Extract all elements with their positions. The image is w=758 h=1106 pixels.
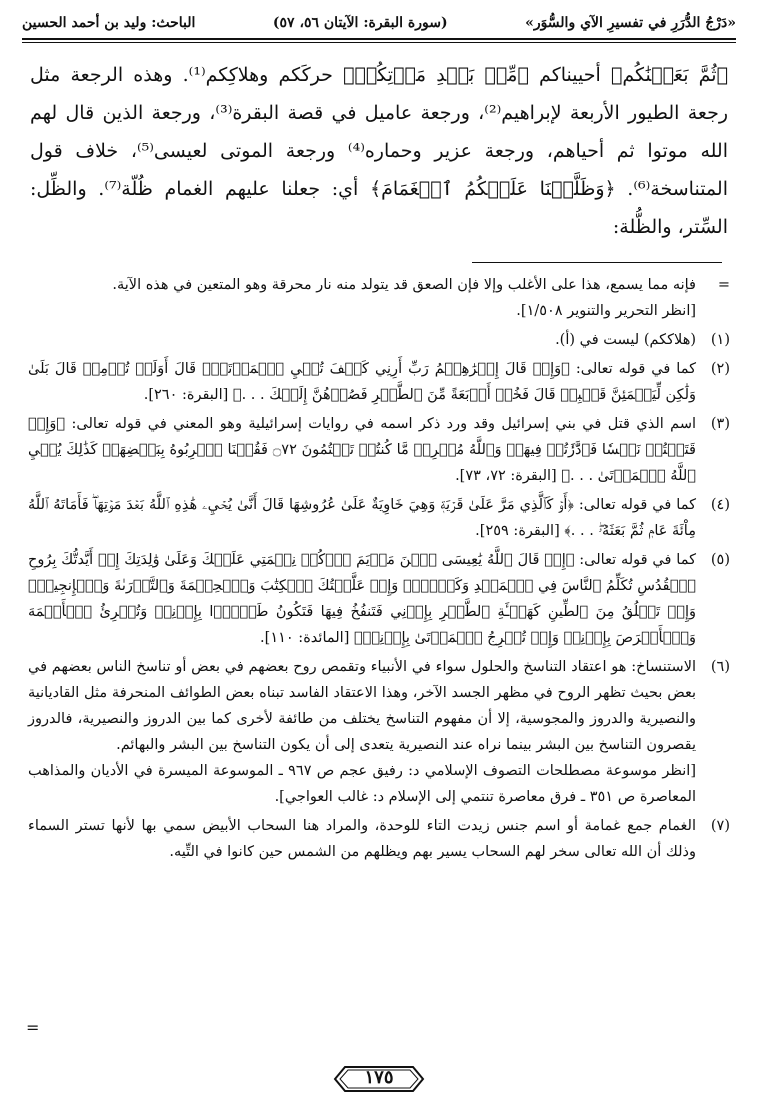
footnote-text: الاستنساخ: هو اعتقاد التناسخ والحلول سواء في الأنبياء وتقمص روح بعضهم في بعض أو تناسخ الناس بعضهم في بعض بحيث تظهر الروح في مظهر الجسد الآخر، وهذا الاعتقاد الفاسد تبناه بعض الطوائف المنحرفة مثل القاديانية والنصيرية والدروز والمجوسية، إلا أن مفهوم التناسخ يختلف من طائفة لأخرى كما بين الدروز والنصيرية، فالدروز يقصرون التناسخ بين البشر بينما نراه عند النصيرية يتعدى إلى أن يكون التناسخ بين البشر والبهائم. <box>28 659 696 753</box>
footnote-5 <box>28 547 730 651</box>
footnote-number: (٤) <box>710 497 730 513</box>
footnote-4 <box>28 492 730 544</box>
main-paragraph: ﴿ثُمَّ بَعَثۡنَٰكُم﴾ أحييناكم ﴿مِّنۢ بَعۡدِ مَوۡتِكُمۡ﴾ حركَكم وهلاكِكم⁽¹⁾. وهذه الرجعة مثل رجعة الطيور الأربعة لإبراهيم⁽²⁾، ورجعة عاميل في قصة البقرة⁽³⁾، ورجعة الذين قال لهم الله موتوا ثم أحياهم، ورجعة عزير وحماره⁽⁴⁾ ورجعة الموتى لعيسى⁽⁵⁾، خلاف قول المتناسخة⁽⁶⁾. ﴿وَظَلَّلۡنَا عَلَيۡكُمُ ٱلۡغَمَامَ﴾ أي: جعلنا عليهم الغمام ظُلّة⁽⁷⁾. والظِّل: السِّتر، والظُّلة: <box>30 64 728 238</box>
footnote-continuation <box>28 272 730 324</box>
book-title: «دَرْجُ الدُّرَرِ في تفسيرِ الآي والسُّوَر» <box>525 15 736 31</box>
main-text <box>30 56 728 246</box>
footnote-text: كما في قوله تعالى: ﴿وَإِذۡ قَالَ إِبۡرَٰهِـۧمُ رَبِّ أَرِنِي كَيۡفَ تُحۡيِ ٱلۡمَوۡتَىٰۖ قَالَ أَوَلَمۡ تُؤۡمِنۖ قَالَ بَلَىٰ وَلَٰكِن لِّيَطۡمَئِنَّ قَلۡبِيۖ قَالَ فَخُذۡ أَرۡبَعَةً مِّنَ ٱلطَّيۡرِ فَصُرۡهُنَّ إِلَيۡكَ . . .﴾ [البقرة: ٢٦٠]. <box>28 361 696 403</box>
footnote-number: (١) <box>710 332 730 348</box>
footnote-number: (٢) <box>710 361 730 377</box>
footnote-number: (٣) <box>710 416 730 432</box>
footnote-6 <box>28 654 730 810</box>
footnotes <box>28 272 730 868</box>
footnote-2 <box>28 356 730 408</box>
continuation-side-mark: = <box>26 1018 40 1037</box>
surah-reference: (سورة البقرة: الآيتان ٥٦، ٥٧) <box>272 15 448 31</box>
footnote-text: اسم الذي قتل في بني إسرائيل وقد ورد ذكر اسمه في روايات إسرائيلية وهو المعني في قوله تعالى: ﴿وَإِذۡ قَتَلۡتُمۡ نَفۡسٗا فَٱدَّٰرَٰٔتُمۡ فِيهَاۖ وَٱللَّهُ مُخۡرِجٞ مَّا كُنتُمۡ تَكۡتُمُونَ ۝٧٢ فَقُلۡنَا ٱضۡرِبُوهُ بِبَعۡضِهَاۚ كَذَٰلِكَ يُحۡيِ ٱللَّهُ ٱلۡمَوۡتَىٰ . . .﴾ [البقرة: ٧٢، ٧٣]. <box>28 416 696 484</box>
header-divider-thin <box>22 42 736 43</box>
continuation-text: فإنه مما يسمع، هذا على الأغلب وإلا فإن الصعق قد يتولد منه نار محرقة وهو المتعين في هذه الآية. <box>112 277 696 293</box>
footnote-number: (٥) <box>710 552 730 568</box>
footnote-number: (٦) <box>710 659 730 675</box>
researcher-name: الباحث: وليد بن أحمد الحسين <box>22 15 196 31</box>
page-number: ١٧٥ <box>364 1067 394 1088</box>
continuation-mark: = <box>717 277 730 293</box>
footnote-reference: [انظر موسوعة مصطلحات التصوف الإسلامي د: رفيق عجم ص ٩٦٧ ـ الموسوعة الميسرة في الأديان والمذاهب المعاصرة ص ٣٥١ ـ فرق معاصرة تنتمي إلى الإسلام د: غالب العواجي]. <box>28 763 696 805</box>
footnote-separator <box>472 262 722 263</box>
footnote-text: الغمام جمع غمامة أو اسم جنس زيدت التاء للوحدة، والمراد هنا السحاب الأبيض سمي بها لأنها تستر السماء وذلك أن الله تعالى سخر لهم السحاب يسير بهم ويظلهم من الشمس حين كانوا في التِّيه. <box>28 818 696 860</box>
running-header <box>22 10 736 36</box>
footnote-text: (هلاككم) ليست في (أ). <box>555 332 696 348</box>
footnote-text: كما في قوله تعالى: ﴿إِذۡ قَالَ ٱللَّهُ يَٰعِيسَى ٱبۡنَ مَرۡيَمَ ٱذۡكُرۡ نِعۡمَتِي عَلَيۡكَ وَعَلَىٰ وَٰلِدَتِكَ إِذۡ أَيَّدتُّكَ بِرُوحِ ٱلۡقُدُسِ تُكَلِّمُ ٱلنَّاسَ فِي ٱلۡمَهۡدِ وَكَهۡلٗاۖ وَإِذۡ عَلَّمۡتُكَ ٱلۡكِتَٰبَ وَٱلۡحِكۡمَةَ وَٱلتَّوۡرَىٰةَ وَٱلۡإِنجِيلَۖ وَإِذۡ تَخۡلُقُ مِنَ ٱلطِّينِ كَهَيۡـَٔةِ ٱلطَّيۡرِ بِإِذۡنِي فَتَنفُخُ فِيهَا فَتَكُونُ طَيۡرَۢا بِإِذۡنِيۖ وَتُبۡرِئُ ٱلۡأَكۡمَهَ وَٱلۡأَبۡرَصَ بِإِذۡنِيۖ وَإِذۡ تُخۡرِجُ ٱلۡمَوۡتَىٰ بِإِذۡنِيۖ﴾ [المائدة: ١١٠]. <box>28 552 696 646</box>
footnote-text: كما في قوله تعالى: ﴿أَوۡ كَٱلَّذِي مَرَّ عَلَىٰ قَرۡيَةٖ وَهِيَ خَاوِيَةٌ عَلَىٰ عُرُوشِهَا قَالَ أَنَّىٰ يُحۡيِۦ هَٰذِهِ ٱللَّهُ بَعۡدَ مَوۡتِهَاۖ فَأَمَاتَهُ ٱللَّهُ مِاْئَةَ عَامٖ ثُمَّ بَعَثَهُۥۖ . . .﴾ [البقرة: ٢٥٩]. <box>28 497 696 539</box>
footnote-1 <box>28 327 730 353</box>
header-divider <box>22 38 736 40</box>
footnote-3 <box>28 411 730 489</box>
footnote-7 <box>28 813 730 865</box>
footnote-number: (٧) <box>710 818 730 834</box>
continuation-reference: [انظر التحرير والتنوير ١/٥٠٨]. <box>516 303 696 319</box>
page-number-ornament <box>331 1062 427 1096</box>
